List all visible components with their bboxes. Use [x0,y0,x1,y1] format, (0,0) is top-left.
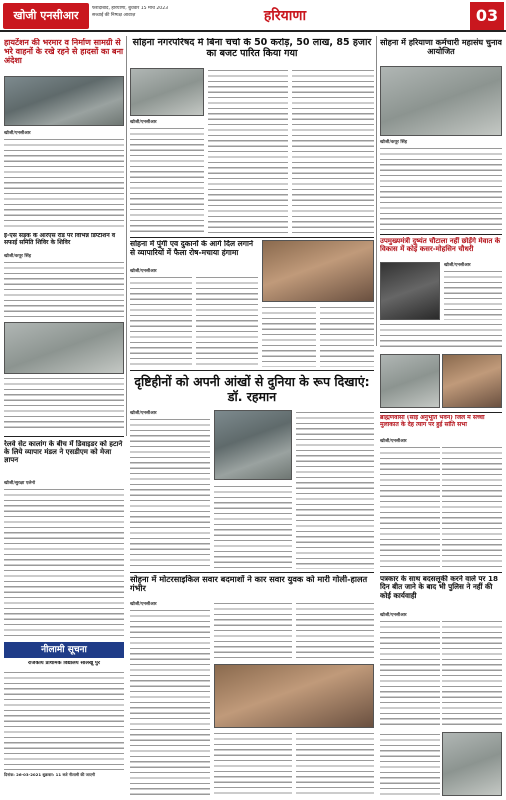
headline: ब्राह्मणवासी (सांई अनुभूति भवन) जिले में सच्ची मुलाकात के देह त्याग पर हुई सांति सभा [380,415,485,428]
article-body [380,146,502,232]
byline: खोजी/एनसीआर [130,411,157,416]
article-body [320,305,374,367]
notice-title: नीलामी सूचना [4,642,124,658]
column-divider [126,36,127,436]
notice-org: राजकीय प्राथमिक विद्यालय सीलखू पुर [28,661,100,666]
article-body [262,305,316,367]
article-photo [4,76,124,126]
section-title: हरियाणा [263,8,307,24]
article-photo [380,354,440,408]
article-body [130,275,192,367]
article-body [296,410,374,569]
headline: सोहना में पुंगी एव दुकानों के आगे दिल लगाने से व्यापारियों में फैला रोष-मचाया हंगामा [130,240,254,257]
article-body [130,417,210,569]
byline: खोजी/एनसीआर [4,131,31,136]
article-body [442,445,502,569]
article-body [214,484,292,569]
page-number: 03 [470,2,504,30]
article-body [296,601,374,661]
article-body [130,608,210,796]
headline: ई-एस सड़क के आरएस रोड पर विभिन्न डिप्टीशन व सफाई समिति शिविर के शिविर [4,233,116,246]
byline: खोजी/एनसीआर [130,602,157,607]
article-body [4,137,124,229]
byline: खोजी/एनसीआर [130,269,157,274]
article-body [380,732,440,796]
article-body [130,126,204,234]
article-body [296,731,374,796]
divider [380,572,502,573]
article-body [4,376,124,432]
divider [130,237,374,238]
headline: सोहना में हरियाणा कर्मचारी महासंघ चुनाव आयोजित [380,38,502,57]
headline: हायटेंशन की भरमार व निर्माण सामग्री से भरे वाहनों के रखे रहने से हादसों का बना अंदेशा [4,38,124,66]
byline: खोजी/कपूर सिंह [380,140,408,145]
byline: खोजी/एनसीआर [380,613,407,618]
headline: रेलवे सेट कालांग के बीच में डिवाइडर को हटाने के लिये व्यापार मंडल ने एसडीएम को मेजा ज्ञापन [4,440,123,465]
headline: उपमुख्यमंत्री दुष्यंत चौटाला नहीं छोड़ेंगे मेवात के विकास में कोई कसर-मोहसिन चौधरी [380,237,501,254]
article-photo [380,262,440,320]
divider [380,412,502,413]
dateline: फरीदाबाद, हरियाणा, बुधवार 15 मार्च 2023 सच्चाई की निष्पक्ष आवाज़ [92,6,169,18]
byline: खोजी/एनसीआर [130,120,157,125]
headline: सोहना में मोटरसाइकिल सवार बदमाशों ने कार सवार युवक को मारी गोली-हालत गंभीर [130,575,368,594]
article-photo [4,322,124,374]
newspaper-logo: खोजी एनसीआर [3,3,89,29]
notice-body [4,670,124,770]
article-photo [214,410,292,480]
divider [130,370,374,371]
article-photo [442,354,502,408]
article-photo [262,240,374,302]
article-body [292,68,374,234]
article-photo [214,664,374,728]
article-body [444,269,502,320]
article-photo [130,68,204,116]
article-body [214,601,292,661]
headline: सोहना नगरपरिषद में बिना चर्चा के 50 करोड़, 50 लाख, 85 हजार का बजट पारित किया गया [132,38,372,59]
divider [130,572,374,573]
byline: खोजी/सुरक्षा एलेनो [4,481,36,486]
article-body [380,322,502,350]
article-body [442,619,502,729]
article-body [196,275,258,367]
headline: दृष्टिहीनों को अपनी आंखों से दुनिया के रूप दिखाएं: डॉ. रहमान [134,374,370,404]
byline: खोजी/कपूर सिंह [4,254,32,259]
article-body [4,260,124,320]
article-body [214,731,292,796]
article-body [4,487,124,637]
byline: खोजी/एनसीआर [444,263,471,268]
article-body [380,445,440,569]
headline: पत्रकार के साथ बदसलूकी करने वाले पर 18 दिन बीत जाने के बाद भी पुलिस ने नहीं की कोई कार्यवाही [380,575,498,600]
article-photo [442,732,502,796]
column-divider [376,36,377,346]
article-body [208,68,288,234]
notice-text: दिनांक: 26-03-2021 शुक्रवार: 11 बजे नीलामी की जाएगी [4,772,96,777]
divider [4,436,124,437]
byline: खोजी/एनसीआर [380,439,407,444]
article-body [380,619,440,729]
divider [380,234,502,235]
article-photo [380,66,502,136]
